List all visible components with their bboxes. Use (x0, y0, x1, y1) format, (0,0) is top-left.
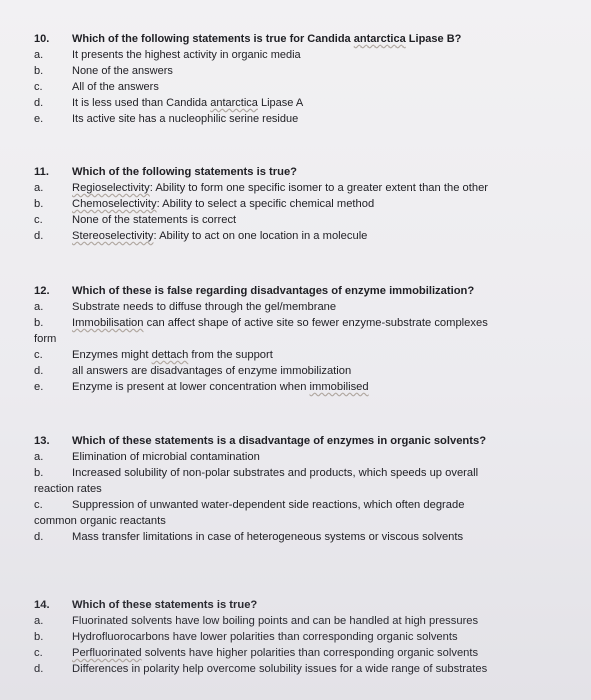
option-b: b. Chemoselectivity: Ability to select a specific chemical method (34, 198, 375, 210)
question-header (0, 31, 591, 47)
question-text: Which of the following statements is true? (72, 166, 298, 178)
question-header (0, 164, 591, 180)
option-a: a. Fluorinated solvents have low boiling points and can be handled at high pressures (34, 615, 479, 627)
option-b: b. Immobilisation can affect shape of active site so fewer enzyme-substrate complexes (34, 317, 488, 329)
option-b: b. Hydrofluorocarbons have lower polarities than corresponding organic solvents (34, 631, 458, 643)
question-11 (0, 164, 591, 244)
option-e: e. Enzyme is present at lower concentration when immobilised (34, 381, 369, 393)
option-d: d. Stereoselectivity: Ability to act on one location in a molecule (34, 230, 368, 242)
option-d: d. It is less used than Candida antarctica Lipase A (34, 97, 304, 109)
option-c: c. Suppression of unwanted water-dependent side reactions, which often degrade (34, 499, 465, 511)
option-c: c. All of the answers (34, 81, 159, 93)
option-b: b. Increased solubility of non-polar substrates and products, which speeds up overall (34, 467, 479, 479)
question-number: 13. (34, 435, 50, 447)
question-header (0, 433, 591, 449)
question-number: 10. (34, 33, 50, 45)
option-c: c. Perfluorinated solvents have higher polarities than corresponding organic solvents (34, 647, 479, 659)
option-a: a. Regioselectivity: Ability to form one specific isomer to a greater extent than the other (34, 182, 489, 194)
option-a: a. It presents the highest activity in organic media (34, 49, 301, 61)
option-a: a. Elimination of microbial contamination (34, 451, 260, 463)
option-d: d. Mass transfer limitations in case of heterogeneous systems or viscous solvents (34, 531, 464, 543)
question-number: 12. (34, 285, 50, 297)
option-c: c. Enzymes might dettach from the support (34, 349, 273, 361)
question-number: 14. (34, 599, 50, 611)
question-header (0, 283, 591, 299)
question-12 (0, 283, 591, 395)
option-b-continued: reaction rates (34, 483, 102, 495)
question-14 (0, 597, 591, 677)
option-d: d. Differences in polarity help overcome solubility issues for a wide range of substrates (34, 663, 488, 675)
question-number: 11. (34, 166, 49, 178)
question-13 (0, 433, 591, 545)
option-c: c. None of the statements is correct (34, 214, 237, 226)
question-text: Which of the following statements is true for Candida antarctica Lipase B? (72, 33, 462, 45)
question-text: Which of these is false regarding disadvantages of enzyme immobilization? (72, 285, 475, 297)
question-header (0, 597, 591, 613)
question-text: Which of these statements is true? (72, 599, 258, 611)
option-b: b. None of the answers (34, 65, 173, 77)
question-text: Which of these statements is a disadvantage of enzymes in organic solvents? (72, 435, 487, 447)
option-e: e. Its active site has a nucleophilic serine residue (34, 113, 299, 125)
option-a: a. Substrate needs to diffuse through the gel/membrane (34, 301, 337, 313)
option-b-continued: form (34, 333, 57, 345)
option-c-continued: common organic reactants (34, 515, 166, 527)
question-10 (0, 31, 591, 127)
option-d: d. all answers are disadvantages of enzyme immobilization (34, 365, 352, 377)
